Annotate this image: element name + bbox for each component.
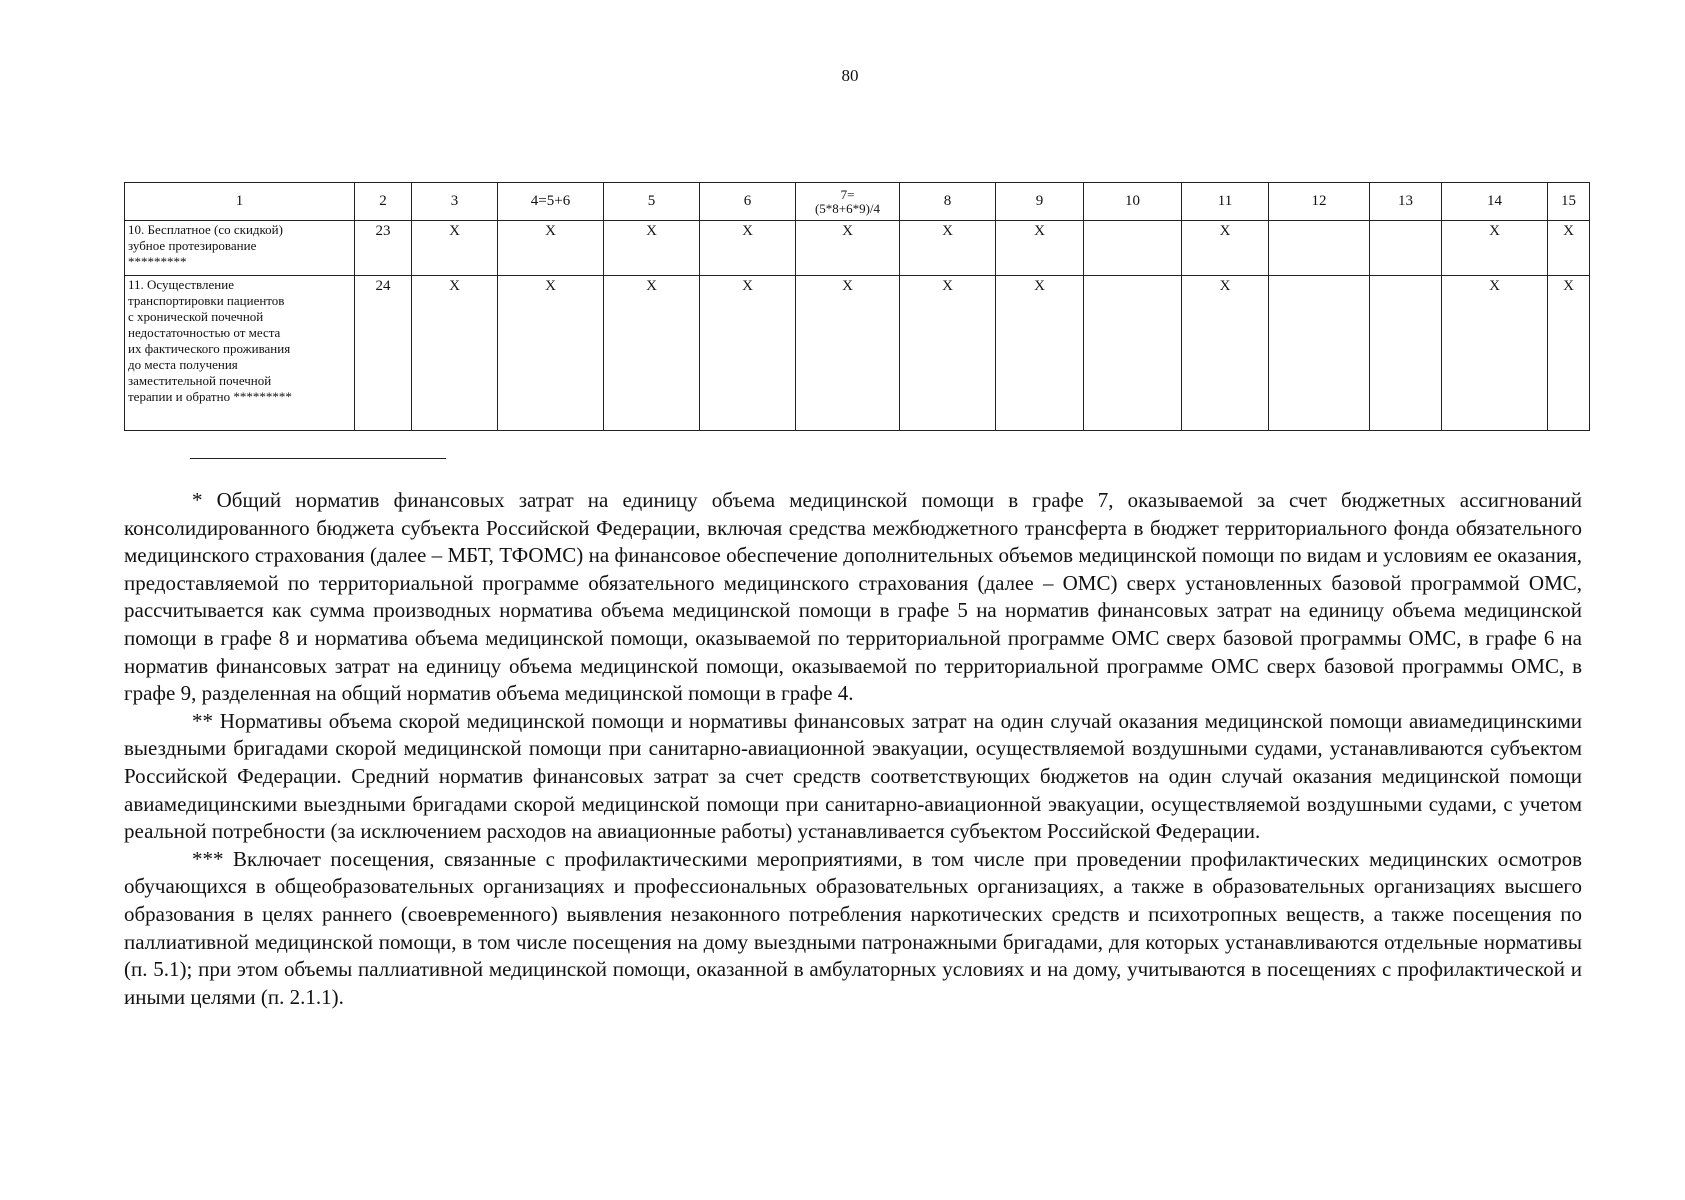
header-cell: 8 [900, 183, 996, 221]
table-cell: X [1182, 276, 1269, 431]
table-cell: X [412, 276, 498, 431]
table-row [125, 276, 1590, 431]
table-cell [1084, 276, 1182, 431]
table-cell: X [796, 221, 900, 276]
table-header [125, 183, 1590, 221]
footnotes [124, 487, 1582, 1011]
header-cell: 14 [1442, 183, 1548, 221]
header-cell: 13 [1370, 183, 1442, 221]
table-cell: X [1182, 221, 1269, 276]
table-cell: X [996, 276, 1084, 431]
header-cell: 10 [1084, 183, 1182, 221]
table-cell: X [900, 276, 996, 431]
header-cell: 1 [125, 183, 355, 221]
header-cell: 5 [604, 183, 700, 221]
table-cell: X [700, 221, 796, 276]
footnote-paragraph: ** Нормативы объема скорой медицинской помощи и нормативы финансовых затрат на один случай оказания медицинской помощи авиамедицинскими выездными бригадами скорой медицинской помощи при санитарно-авиационной эвакуации, осуществляемой воздушными судами, устанавливаются субъектом Российской Федерации. Средний норматив финансовых затрат за счет средств соответствующих бюджетов на один случай оказания медицинской помощи авиамедицинскими выездными бригадами скорой медицинской помощи при санитарно-авиационной эвакуации, осуществляемой воздушными судами, с учетом реальной потребности (за исключением расходов на авиационные работы) устанавливается субъектом Российской Федерации. [124, 708, 1582, 844]
table-cell [1370, 276, 1442, 431]
table-cell: 24 [355, 276, 412, 431]
row-name-cell: 10. Бесплатное (со скидкой) зубное протезирование ********* [125, 221, 355, 276]
table-cell: X [498, 221, 604, 276]
table-cell: X [412, 221, 498, 276]
table-cell: X [604, 276, 700, 431]
table-cell: X [796, 276, 900, 431]
header-cell: 2 [355, 183, 412, 221]
page-number: 80 [841, 66, 859, 85]
footnote-paragraph: *** Включает посещения, связанные с профилактическими мероприятиями, в том числе при проведении профилактических медицинских осмотров обучающихся в общеобразовательных организациях и профессиональных образовательных организациях, а также в образовательных организациях высшего образования в целях раннего (своевременного) выявления незаконного потребления наркотических средств и психотропных веществ, а также посещения по паллиативной медицинской помощи, в том числе посещения на дому выездными патронажными бригадами, для которых устанавливаются отдельные нормативы (п. 5.1); при этом объемы паллиативной медицинской помощи, оказанной в амбулаторных условиях и на дому, учитываются в посещениях с профилактической и иными целями (п. 2.1.1). [124, 846, 1582, 1009]
table-cell: X [604, 221, 700, 276]
footnote-paragraph: * Общий норматив финансовых затрат на единицу объема медицинской помощи в графе 7, оказываемой за счет бюджетных ассигнований консолидированного бюджета субъекта Российской Федерации, включая средства межбюджетного трансферта в бюджет территориального фонда обязательного медицинского страхования (далее – МБТ, ТФОМС) на финансовое обеспечение дополнительных объемов медицинской помощи по видам и условиям ее оказания, предоставляемой по территориальной программе обязательного медицинского страхования (далее – ОМС) сверх установленных базовой программой ОМС, рассчитывается как сумма производных норматива объема медицинской помощи в графе 5 на норматив финансовых затрат на единицу объема медицинской помощи в графе 8 и норматива объема медицинской помощи, оказываемой по территориальной программе ОМС сверх базовой программы ОМС, в графе 6 на норматив финансовых затрат на единицу объема медицинской помощи, оказываемой по территориальной программе ОМС сверх базовой программы ОМС, в графе 9, разделенная на общий норматив объема медицинской помощи в графе 4. [124, 488, 1582, 706]
table-cell [1269, 221, 1370, 276]
header-cell-formula: 7= (5*8+6*9)/4 [796, 183, 900, 221]
table-cell: X [1548, 276, 1590, 431]
footnote-separator [190, 458, 446, 459]
table-cell [1084, 221, 1182, 276]
header-cell: 15 [1548, 183, 1590, 221]
header-cell: 6 [700, 183, 796, 221]
row-name-cell: 11. Осуществление транспортировки пациентов с хронической почечной недостаточностью от места их фактического проживания до места получения заместительной почечной терапии и обратно ********* [125, 276, 355, 431]
header-cell: 4=5+6 [498, 183, 604, 221]
table-cell: X [1442, 276, 1548, 431]
table-cell: X [1442, 221, 1548, 276]
header-cell: 3 [412, 183, 498, 221]
norms-table [124, 182, 1590, 431]
table-row [125, 221, 1590, 276]
table-cell: X [1548, 221, 1590, 276]
header-cell: 12 [1269, 183, 1370, 221]
table-cell: 23 [355, 221, 412, 276]
table-cell: X [900, 221, 996, 276]
header-cell: 9 [996, 183, 1084, 221]
table-cell [1269, 276, 1370, 431]
header-cell: 11 [1182, 183, 1269, 221]
table-cell: X [700, 276, 796, 431]
table-cell [1370, 221, 1442, 276]
table-cell: X [996, 221, 1084, 276]
table-cell: X [498, 276, 604, 431]
header-row [125, 183, 1590, 221]
